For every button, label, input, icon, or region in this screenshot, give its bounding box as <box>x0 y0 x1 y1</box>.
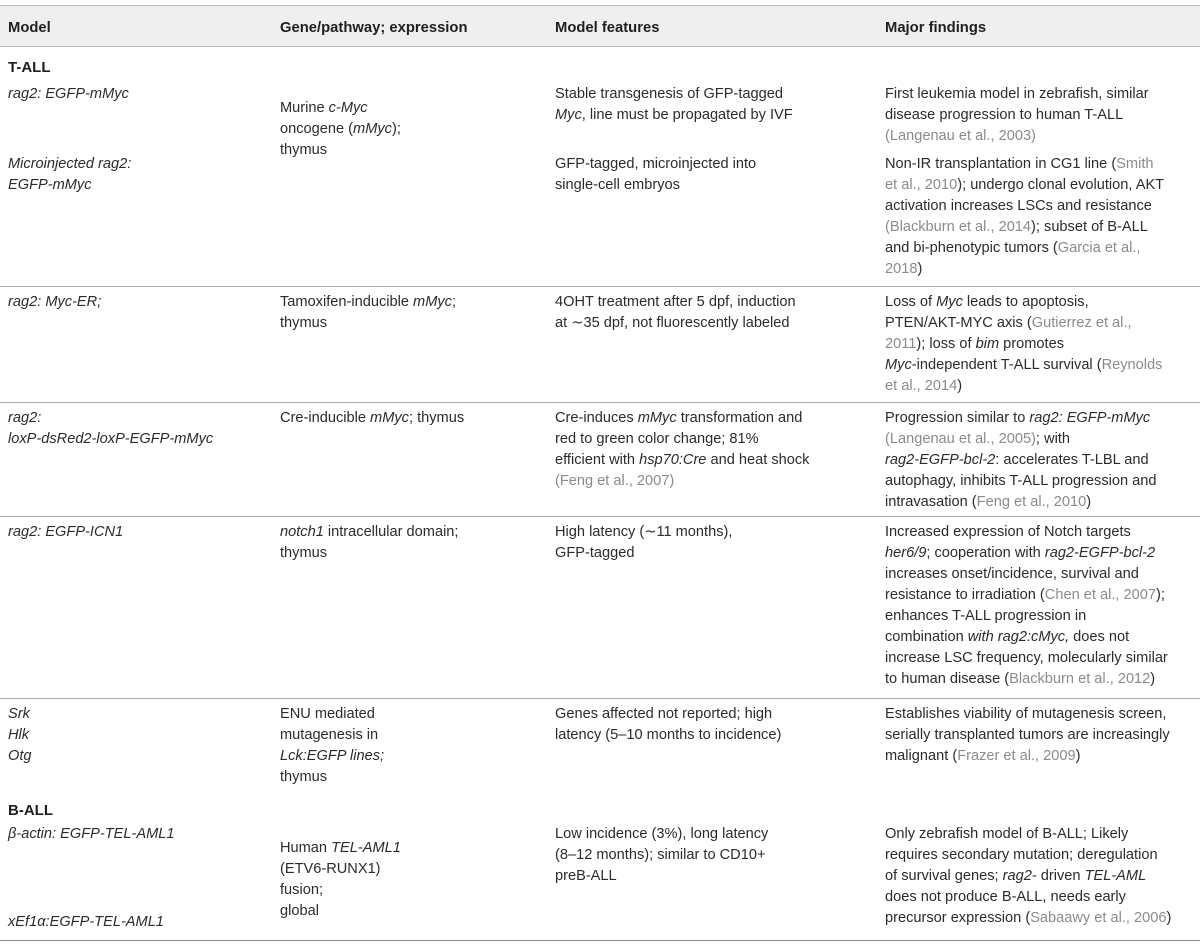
cell-text: transformation and <box>676 410 803 426</box>
cell-line <box>885 669 1195 690</box>
cell-text: β-actin: EGFP-TEL-AML1 <box>8 826 175 842</box>
row-divider <box>0 286 1200 287</box>
cell-features <box>555 704 865 746</box>
citation-text: Feng et al., 2010 <box>976 494 1087 510</box>
cell-line <box>280 543 540 564</box>
cell-features <box>555 408 865 492</box>
cell-line <box>885 313 1195 334</box>
cell-text: Genes affected not reported; high <box>555 706 773 722</box>
cell-line <box>555 408 865 429</box>
cell-text: leads to apoptosis, <box>962 294 1089 310</box>
cell-line <box>885 887 1195 908</box>
cell-line <box>555 471 865 492</box>
cell-findings <box>885 154 1195 280</box>
cell-line <box>8 175 268 196</box>
citation-text: (Langenau et al., 2003) <box>885 128 1036 144</box>
citation-text: Blackburn et al., 2012 <box>1009 671 1151 687</box>
cell-findings <box>885 292 1195 397</box>
cell-text: combination <box>885 629 968 645</box>
cell-text: preB-ALL <box>555 868 617 884</box>
cell-line <box>555 175 865 196</box>
cell-text: rag2-EGFP-bcl-2 <box>885 452 996 468</box>
cell-text: ) <box>917 261 923 277</box>
cell-text: ; thymus <box>408 410 465 426</box>
cell-line <box>885 217 1195 238</box>
cell-text: ) <box>1150 671 1156 687</box>
cell-text: c-Myc <box>328 100 368 116</box>
cell-text: Myc <box>936 294 963 310</box>
cell-text: ; cooperation with <box>926 545 1045 561</box>
cell-line <box>885 746 1195 767</box>
cell-line <box>555 824 865 845</box>
cell-model <box>8 154 268 196</box>
cell-line <box>280 767 540 788</box>
table-header <box>0 5 1200 47</box>
cell-gene <box>280 522 540 564</box>
cell-text: promotes <box>999 336 1064 352</box>
cell-line <box>885 845 1195 866</box>
cell-line <box>885 908 1195 929</box>
citation-text: et al., 2010 <box>885 177 958 193</box>
cell-text: bim <box>975 336 1000 352</box>
cell-text: mMyc <box>637 410 677 426</box>
citation-text: (Feng et al., 2007) <box>555 473 675 489</box>
cell-text: ) <box>1075 748 1081 764</box>
header-model: Model <box>8 20 51 36</box>
cell-text: Myc <box>555 107 582 123</box>
cell-line <box>885 704 1195 725</box>
cell-line <box>885 606 1195 627</box>
cell-text: to human disease ( <box>885 671 1010 687</box>
cell-text: at ∼35 dpf, not fluorescently labeled <box>555 315 790 331</box>
cell-line <box>885 196 1195 217</box>
cell-text: autophagy, inhibits T-ALL progression and <box>885 473 1157 489</box>
cell-line <box>555 704 865 725</box>
cell-text: enhances T-ALL progression in <box>885 608 1087 624</box>
cell-model <box>8 824 268 845</box>
cell-text: Hlk <box>8 727 30 743</box>
cell-line <box>885 824 1195 845</box>
cell-line <box>555 450 865 471</box>
cell-line <box>885 84 1195 105</box>
row-divider <box>0 698 1200 699</box>
cell-text: Otg <box>8 748 32 764</box>
header-gene-pathway: Gene/pathway; expression <box>280 20 468 36</box>
citation-text: Reynolds <box>1101 357 1163 373</box>
cell-line <box>885 585 1195 606</box>
row-divider <box>0 402 1200 403</box>
cell-line <box>555 845 865 866</box>
cell-text: GFP-tagged, microinjected into <box>555 156 757 172</box>
cell-features <box>555 292 865 334</box>
cell-line <box>8 725 268 746</box>
cell-line <box>885 154 1195 175</box>
cell-line <box>280 704 540 725</box>
cell-text: PTEN/AKT-MYC axis ( <box>885 315 1032 331</box>
cell-findings <box>885 408 1195 513</box>
citation-text: Chen et al., 2007 <box>1044 587 1156 603</box>
cell-model <box>8 522 268 543</box>
cell-text: single-cell embryos <box>555 177 680 193</box>
cell-findings <box>885 704 1195 767</box>
header-model-features: Model features <box>555 20 660 36</box>
cell-text: efficient with <box>555 452 640 468</box>
cell-text: Tamoxifen-inducible <box>280 294 414 310</box>
cell-features <box>555 84 865 126</box>
cell-findings <box>885 84 1195 147</box>
cell-text: ; with <box>1035 431 1070 447</box>
cell-line <box>8 704 268 725</box>
cell-model <box>8 912 268 933</box>
cell-text: Establishes viability of mutagenesis screen, <box>885 706 1167 722</box>
cell-text: TEL-AML <box>1084 868 1147 884</box>
cell-text: fusion; <box>280 882 323 898</box>
cell-text: increases onset/incidence, survival and <box>885 566 1139 582</box>
cell-text: of survival genes; <box>885 868 1003 884</box>
cell-text: ; <box>451 294 457 310</box>
cell-text: oncogene ( <box>280 121 354 137</box>
cell-text: thymus <box>280 545 328 561</box>
cell-line <box>555 543 865 564</box>
cell-text: intravasation ( <box>885 494 977 510</box>
cell-text: GFP-tagged <box>555 545 635 561</box>
cell-text: Microinjected rag2: <box>8 156 132 172</box>
cell-text: and heat shock <box>706 452 810 468</box>
cell-findings <box>885 824 1195 929</box>
cell-text: precursor expression ( <box>885 910 1031 926</box>
cell-line <box>885 522 1195 543</box>
cell-line <box>555 154 865 175</box>
cell-text: High latency (∼11 months), <box>555 524 733 540</box>
cell-text: rag2: Myc-ER; <box>8 294 102 310</box>
cell-text: Myc <box>885 357 912 373</box>
cell-gene <box>280 408 540 429</box>
cell-text: ); loss of <box>916 336 976 352</box>
citation-text: 2011 <box>885 336 917 352</box>
cell-line <box>280 313 540 334</box>
cell-line <box>885 292 1195 313</box>
table-bottom-rule <box>0 940 1200 941</box>
cell-text: Murine <box>280 100 329 116</box>
cell-text: (8–12 months); similar to CD10+ <box>555 847 766 863</box>
cell-text: rag2: EGFP-ICN1 <box>8 524 124 540</box>
cell-text: Progression similar to <box>885 410 1030 426</box>
citation-text: 2018 <box>885 261 918 277</box>
cell-line <box>555 429 865 450</box>
cell-text: Cre-inducible <box>280 410 371 426</box>
cell-line <box>885 543 1195 564</box>
cell-text: with rag2:cMyc, <box>967 629 1070 645</box>
cell-line <box>885 492 1195 513</box>
cell-text: (ETV6-RUNX1) <box>280 861 381 877</box>
cell-text: driven <box>1036 868 1085 884</box>
cell-text: loxP-dsRed2-loxP-EGFP-mMyc <box>8 431 214 447</box>
cell-line <box>885 450 1195 471</box>
citation-text: Blackburn et al., 2014 <box>889 219 1032 235</box>
cell-text: Non-IR transplantation in CG1 line ( <box>885 156 1117 172</box>
cell-text: her6/9 <box>885 545 927 561</box>
cell-line <box>885 564 1195 585</box>
cell-text: mMyc <box>413 294 452 310</box>
cell-line <box>280 408 540 429</box>
citation-text: et al., 2014 <box>885 378 958 394</box>
cell-text: rag2: EGFP-mMyc <box>1029 410 1151 426</box>
cell-features <box>555 154 865 196</box>
cell-findings <box>885 522 1195 690</box>
cell-line <box>555 84 865 105</box>
cell-line <box>8 429 268 450</box>
citation-text: Sabaawy et al., 2006 <box>1030 910 1167 926</box>
cell-text: : accelerates T-LBL and <box>995 452 1149 468</box>
cell-line <box>8 408 268 429</box>
cell-text: latency (5–10 months to incidence) <box>555 727 782 743</box>
cell-model <box>8 408 268 450</box>
cell-line <box>885 355 1195 376</box>
cell-text: EGFP-mMyc <box>8 177 92 193</box>
cell-text: resistance to irradiation ( <box>885 587 1045 603</box>
cell-text: requires secondary mutation; deregulation <box>885 847 1158 863</box>
cell-text: ); undergo clonal evolution, AKT <box>957 177 1165 193</box>
cell-line <box>555 725 865 746</box>
cell-line <box>280 522 540 543</box>
cell-text: First leukemia model in zebrafish, similar <box>885 86 1149 102</box>
cell-text: ); subset of B-ALL <box>1031 219 1148 235</box>
cell-line <box>885 105 1195 126</box>
cell-text: thymus <box>280 142 328 158</box>
citation-text: ( <box>885 219 890 235</box>
section-heading-b-all: B-ALL <box>8 802 53 819</box>
cell-text: rag2: <box>8 410 42 426</box>
cell-text: mMyc <box>353 121 392 137</box>
cell-gene <box>280 838 540 922</box>
row-divider <box>0 516 1200 517</box>
cell-text: global <box>280 903 319 919</box>
cell-text: ENU mediated <box>280 706 375 722</box>
cell-text: ); <box>1155 587 1165 603</box>
cell-text: Lck:EGFP lines; <box>280 748 385 764</box>
cell-line <box>8 746 268 767</box>
cell-gene <box>280 98 540 161</box>
cell-text: increase LSC frequency, molecularly similar <box>885 650 1168 666</box>
cell-text: rag2- <box>1002 868 1037 884</box>
cell-text: , line must be propagated by IVF <box>581 107 793 123</box>
cell-text: rag2: EGFP-mMyc <box>8 86 129 102</box>
cell-text: Increased expression of Notch targets <box>885 524 1131 540</box>
cell-line <box>280 838 540 859</box>
cell-text: thymus <box>280 315 328 331</box>
cell-line <box>280 98 540 119</box>
cell-line <box>8 824 268 845</box>
cell-line <box>8 912 268 933</box>
cell-text: ) <box>1166 910 1172 926</box>
cell-line <box>555 105 865 126</box>
cell-model <box>8 704 268 767</box>
cell-text: xEf1α:EGFP-TEL-AML1 <box>8 914 164 930</box>
cell-line <box>555 292 865 313</box>
cell-model <box>8 292 268 313</box>
cell-line <box>8 522 268 543</box>
cell-features <box>555 522 865 564</box>
citation-text: Gutierrez et al., <box>1031 315 1132 331</box>
cell-text: malignant ( <box>885 748 958 764</box>
cell-line <box>885 334 1195 355</box>
cell-line <box>885 627 1195 648</box>
citation-text: Smith <box>1116 156 1154 172</box>
cell-features <box>555 824 865 887</box>
cell-text: serially transplanted tumors are increasingly <box>885 727 1170 743</box>
cell-line <box>885 471 1195 492</box>
cell-line <box>885 175 1195 196</box>
section-heading-t-all: T-ALL <box>8 59 51 76</box>
cell-line <box>8 154 268 175</box>
cell-text: mMyc <box>370 410 409 426</box>
cell-text: Stable transgenesis of GFP-tagged <box>555 86 783 102</box>
cell-line <box>555 866 865 887</box>
cell-text: red to green color change; 81% <box>555 431 759 447</box>
cell-line <box>885 238 1195 259</box>
cell-line <box>280 292 540 313</box>
cell-text: intracellular domain; <box>323 524 459 540</box>
citation-text: Frazer et al., 2009 <box>957 748 1076 764</box>
citation-text: (Langenau et al., 2005) <box>885 431 1036 447</box>
cell-text: ) <box>957 378 963 394</box>
cell-line <box>885 429 1195 450</box>
cell-line <box>885 126 1195 147</box>
cell-text: and bi-phenotypic tumors ( <box>885 240 1058 256</box>
citation-text: Garcia et al., <box>1057 240 1141 256</box>
cell-line <box>885 866 1195 887</box>
cell-line <box>8 292 268 313</box>
cell-text: mutagenesis in <box>280 727 379 743</box>
cell-model <box>8 84 268 105</box>
cell-text: Cre-induces <box>555 410 638 426</box>
cell-line <box>280 725 540 746</box>
cell-text: ) <box>1086 494 1092 510</box>
cell-text: does not produce B-ALL, needs early <box>885 889 1126 905</box>
cell-text: disease progression to human T-ALL <box>885 107 1124 123</box>
cell-text: thymus <box>280 769 328 785</box>
cell-line <box>555 522 865 543</box>
cell-text: ); <box>391 121 401 137</box>
cell-text: Loss of <box>885 294 937 310</box>
cell-line <box>885 725 1195 746</box>
cell-line <box>280 119 540 140</box>
cell-line <box>885 648 1195 669</box>
cell-text: activation increases LSCs and resistance <box>885 198 1152 214</box>
cell-line <box>280 140 540 161</box>
cell-text: notch1 <box>280 524 324 540</box>
cell-text: Srk <box>8 706 30 722</box>
cell-line <box>885 259 1195 280</box>
cell-text: Human <box>280 840 332 856</box>
cell-text: TEL-AML1 <box>331 840 401 856</box>
cell-gene <box>280 704 540 788</box>
cell-text: hsp70:Cre <box>639 452 707 468</box>
cell-line <box>280 859 540 880</box>
cell-line <box>885 376 1195 397</box>
cell-text: rag2-EGFP-bcl-2 <box>1044 545 1156 561</box>
cell-line <box>280 880 540 901</box>
cell-line <box>8 84 268 105</box>
cell-text: -independent T-ALL survival ( <box>911 357 1102 373</box>
cell-text: Low incidence (3%), long latency <box>555 826 769 842</box>
cell-line <box>280 746 540 767</box>
cell-text: does not <box>1069 629 1130 645</box>
cell-text: 4OHT treatment after 5 dpf, induction <box>555 294 796 310</box>
cell-line <box>555 313 865 334</box>
cell-text: Only zebrafish model of B-ALL; Likely <box>885 826 1129 842</box>
header-major-findings: Major findings <box>885 20 987 36</box>
cell-line <box>885 408 1195 429</box>
cell-gene <box>280 292 540 334</box>
cell-line <box>280 901 540 922</box>
